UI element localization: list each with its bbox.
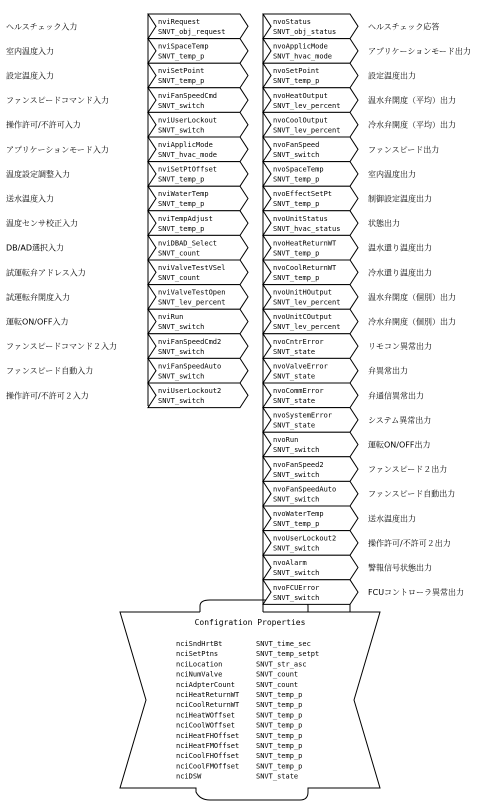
config-property [176,671,298,679]
output-variable-name: nvoHeatReturnWT [273,239,337,248]
input-variable-type: SNVT_temp_p [158,200,205,209]
output-variable-type: SNVT_switch [273,470,320,479]
output-variable-name: nvoWaterTemp [273,510,324,518]
output-variable-name: nvoSystemError [273,411,333,420]
config-property-type: SNVT_temp_p [256,711,303,720]
output-variable-type: SNVT_temp_p [273,175,320,184]
config-property-type: SNVT_temp_setpt [256,650,320,659]
output-variable [263,235,432,260]
input-variable-type: SNVT_switch [158,372,205,381]
config-property [176,722,302,730]
input-variable-label: 運転ON/OFF入力 [6,317,69,327]
output-variable [263,112,456,137]
input-variable [6,309,248,334]
output-variable-name: nvoFanSpeedAuto [273,485,337,494]
config-property [176,762,302,770]
output-variable-type: SNVT_temp_p [273,274,320,282]
output-variable-label: 弁異常出力 [368,366,408,376]
output-variable-name: nvoSpaceTemp [273,165,324,174]
input-variable-type: SNVT_obj_request [158,28,226,36]
config-property [176,640,311,648]
output-variable [263,358,408,383]
output-variable-name: nvoUnitStatus [273,214,328,223]
config-property [176,660,307,668]
output-variable-label: 送水温度出力 [368,514,416,524]
output-variable-type: SNVT_lev_percent [273,298,341,307]
config-property-type: SNVT_str_asc [256,660,307,669]
output-variable [263,506,416,531]
input-variable-label: 温度センサ校正入力 [6,219,78,229]
output-variable-name: nvoUnitCOutput [273,313,333,322]
input-variable-label: ファンスピードコマンド入力 [6,96,109,106]
output-variable [263,137,439,162]
input-variable-type: SNVT_temp_p [158,52,205,61]
config-property-name: nciHeatWOffset [176,711,236,720]
output-variable-label: 状態出力 [368,219,400,229]
output-variable-label: 温水還り温度出力 [368,243,432,253]
output-variable-type: SNVT_switch [273,593,320,602]
output-variable-name: nvoAlarm [273,559,307,568]
output-variables [263,14,471,604]
output-variable-name: nvoUserLockout2 [273,534,337,543]
config-property-name: nciHeatFMOffset [176,742,240,750]
input-variable-name: nviUserLockout2 [158,387,222,395]
output-variable-label: FCUコントローラ異常出力 [368,588,465,598]
output-variable-name: nvoStatus [273,18,311,26]
input-variable-name: nviValveTestVSel [158,264,226,272]
output-variable-name: nvoCntrError [273,337,324,346]
output-variable-label: ファンスピード自動出力 [368,489,456,499]
output-variable-name: nvoValveError [273,362,328,371]
config-property-name: nciHeatReturnWT [176,691,240,699]
input-variable-label: 操作許可/不許可入力 [6,120,81,130]
output-variable-type: SNVT_hvac_mode [273,52,333,61]
output-variable [263,14,439,39]
output-variable [263,260,432,285]
output-variable-label: 温水弁開度（平均）出力 [368,96,456,106]
input-variable-name: nviFanSpeedAuto [158,362,222,371]
output-variable-label: 室内温度出力 [368,169,416,179]
config-property-type: SNVT_temp_p [256,731,303,740]
config-property [176,650,319,658]
input-variable [6,137,248,162]
config-property-name: nciAdpterCount [176,680,236,689]
output-variable-label: 冷水還り温度出力 [368,268,432,278]
output-variable [263,432,430,457]
output-variable-name: nvoHeatOutput [273,91,328,100]
config-property-name: nciCoolReturnWT [176,701,240,710]
output-variable-label: 設定温度出力 [368,71,416,81]
output-variable-type: SNVT_switch [273,446,320,455]
input-variable [6,235,248,260]
config-property-type: SNVT_temp_p [256,762,303,771]
output-variable-type: SNVT_state [273,372,316,381]
config-property-name: nciNumValve [176,670,223,679]
config-property-type: SNVT_temp_p [256,691,303,699]
output-variable-name: nvoUnitHOutput [273,288,333,297]
input-variable-type: SNVT_switch [158,347,205,356]
config-property [176,742,302,750]
config-property [176,681,298,689]
output-variable-label: 運転ON/OFF出力 [368,440,431,450]
input-variable-label: ファンスピード自動入力 [6,366,94,376]
output-variable-label: ヘルスチェック応答 [368,22,440,32]
output-variable-name: nvoEffectSetPt [273,190,333,199]
output-variable [263,555,432,580]
input-variables [6,14,248,408]
output-variable-type: SNVT_state [273,421,316,430]
output-variable-name: nvoApplicMode [273,42,328,51]
output-variable [263,457,447,482]
config-property-type: SNVT_temp_p [256,721,303,730]
input-variable-name: nviTempAdjust [158,214,213,223]
output-variable-type: SNVT_switch [273,495,320,504]
input-variable-name: nviUserLockout [158,116,218,125]
input-variable [6,334,248,359]
input-variable [6,358,248,383]
output-variable-type: SNVT_obj_status [273,28,337,36]
config-property-type: SNVT_temp_p [256,701,303,710]
input-variable-name: nviSpaceTemp [158,42,209,51]
output-variable-type: SNVT_switch [273,151,320,159]
input-variable-type: SNVT_temp_p [158,175,205,184]
input-variable [6,63,248,88]
output-variable-name: nvoFanSpeed2 [273,460,324,469]
output-variable-type: SNVT_lev_percent [273,323,341,332]
output-variable [263,285,456,310]
config-property-name: nciSetPtns [176,650,219,659]
output-variable-label: 操作許可/不許可２出力 [368,538,451,548]
input-variable-type: SNVT_switch [158,323,205,332]
config-property-name: nciLocation [176,660,223,669]
input-variable-label: ファンスピードコマンド２入力 [6,342,117,352]
config-title: Configration Properties [194,618,306,627]
input-variable-label: アプリケーションモード入力 [6,145,109,155]
output-variable-name: nvoFCUError [273,583,320,592]
output-variable-label: 冷水弁開度（平均）出力 [368,120,456,130]
output-variable-type: SNVT_switch [273,544,320,553]
input-variable-type: SNVT_count [158,249,201,258]
output-variable-name: nvoFanSpeed [273,141,320,149]
output-variable-label: システム異常出力 [368,415,432,425]
output-variable-label: ファンスピード２出力 [368,465,448,475]
input-variable-name: nviApplicMode [158,141,213,149]
config-property [176,691,302,699]
input-variable-name: nviRun [158,313,184,322]
input-variable-name: nviSetPoint [158,67,205,76]
config-property-name: nciSndHrtBt [176,640,223,648]
config-property-name: nciCoolFMOffset [176,762,240,771]
output-variable [263,162,416,187]
output-variable [263,531,451,556]
config-property-type: SNVT_time_sec [256,640,311,648]
input-variable-label: 室内温度入力 [6,46,54,56]
input-variable-name: nviFanSpeedCmd [158,91,218,100]
input-variable [6,186,248,211]
output-variable-label: 弁通信異常出力 [368,391,424,401]
config-property-type: SNVT_count [256,680,299,689]
input-variable-type: SNVT_switch [158,101,205,110]
input-variable [6,383,248,408]
config-property-type: SNVT_temp_p [256,742,303,750]
input-variable [6,14,248,39]
output-variable-type: SNVT_temp_p [273,520,320,528]
output-variable-type: SNVT_temp_p [273,200,320,209]
input-variable-label: 設定温度入力 [6,71,54,81]
input-variable-name: nviSetPtOffset [158,165,218,174]
input-variable-name: nviDBAD_Select [158,239,218,248]
input-variable-label: 温度設定調整入力 [6,169,70,179]
output-variable [263,309,456,334]
output-variable-name: nvoCommError [273,387,324,395]
input-variable-type: SNVT_hvac_mode [158,151,218,159]
output-variable-label: 警報信号状態出力 [368,563,432,573]
input-variable-name: nviValveTestOpen [158,288,226,297]
output-variable [263,334,432,359]
configuration-properties [176,618,319,781]
output-variable [263,408,431,433]
output-variable-type: SNVT_switch [273,569,320,578]
output-variable-label: ファンスピード出力 [368,145,440,155]
input-variable-type: SNVT_lev_percent [158,298,226,307]
input-variable-type: SNVT_temp_p [158,77,205,86]
config-property-name: nciHeatFHOffset [176,731,240,740]
output-variable-label: 制御設定温度出力 [368,194,432,204]
input-variable [6,88,248,113]
output-variable-type: SNVT_hvac_status [273,224,341,233]
config-property-type: SNVT_count [256,670,299,679]
output-variable-label: 冷水弁開度（個別）出力 [368,317,456,327]
input-variable-name: nviRequest [158,18,201,26]
input-variable [6,39,248,64]
output-variable [263,211,400,236]
input-variable [6,112,248,137]
input-variable-label: DB/AD選択入力 [6,243,64,253]
output-variable [263,383,424,408]
output-variable-label: 温水弁開度（個別）出力 [368,292,456,302]
input-variable-name: nviWaterTemp [158,190,209,199]
input-variable-label: ヘルスチェック入力 [6,22,78,32]
output-variable-label: アプリケーションモード出力 [368,46,471,56]
config-body-outline [120,600,380,800]
input-variable-label: 送水温度入力 [6,194,54,204]
input-variable-type: SNVT_switch [158,126,205,135]
config-property [176,732,302,740]
config-property [176,701,302,709]
output-variable [263,186,432,211]
config-property-type: SNVT_state [256,772,299,781]
input-variable-type: SNVT_temp_p [158,224,205,233]
input-variable [6,285,248,310]
output-variable [263,39,471,64]
output-variable-type: SNVT_state [273,397,316,405]
output-variable [263,63,416,88]
output-variable-type: SNVT_temp_p [273,77,320,86]
config-property-name: nciCoolFHOffset [176,752,240,761]
output-variable [263,481,455,506]
input-variable-type: SNVT_count [158,274,201,282]
input-variable [6,211,248,236]
input-variable-type: SNVT_switch [158,397,205,405]
input-variable-label: 試運転弁アドレス入力 [6,268,86,278]
input-variable [6,162,248,187]
input-variable [6,260,248,285]
output-variable-type: SNVT_temp_p [273,249,320,258]
config-property [176,752,302,760]
output-variable-name: nvoCoolReturnWT [273,264,337,272]
config-property-type: SNVT_temp_p [256,752,303,761]
input-variable-name: nviFanSpeedCmd2 [158,337,222,346]
output-variable-name: nvoCoolOutput [273,116,328,125]
output-variable [263,88,456,113]
config-property-name: nciCoolWOffset [176,721,236,730]
output-variable-name: nvoSetPoint [273,67,320,76]
input-variable-label: 操作許可/不許可２入力 [6,391,89,401]
config-property [176,711,302,719]
config-property [176,773,298,781]
output-variable-label: リモコン異常出力 [368,342,432,352]
config-property-name: nciDSW [176,772,202,781]
output-variable-type: SNVT_lev_percent [273,126,341,135]
output-variable-type: SNVT_lev_percent [273,101,341,110]
output-variable-type: SNVT_state [273,347,316,356]
output-variable-name: nvoRun [273,436,299,445]
input-variable-label: 試運転弁開度入力 [6,292,70,302]
output-variable [263,580,464,605]
